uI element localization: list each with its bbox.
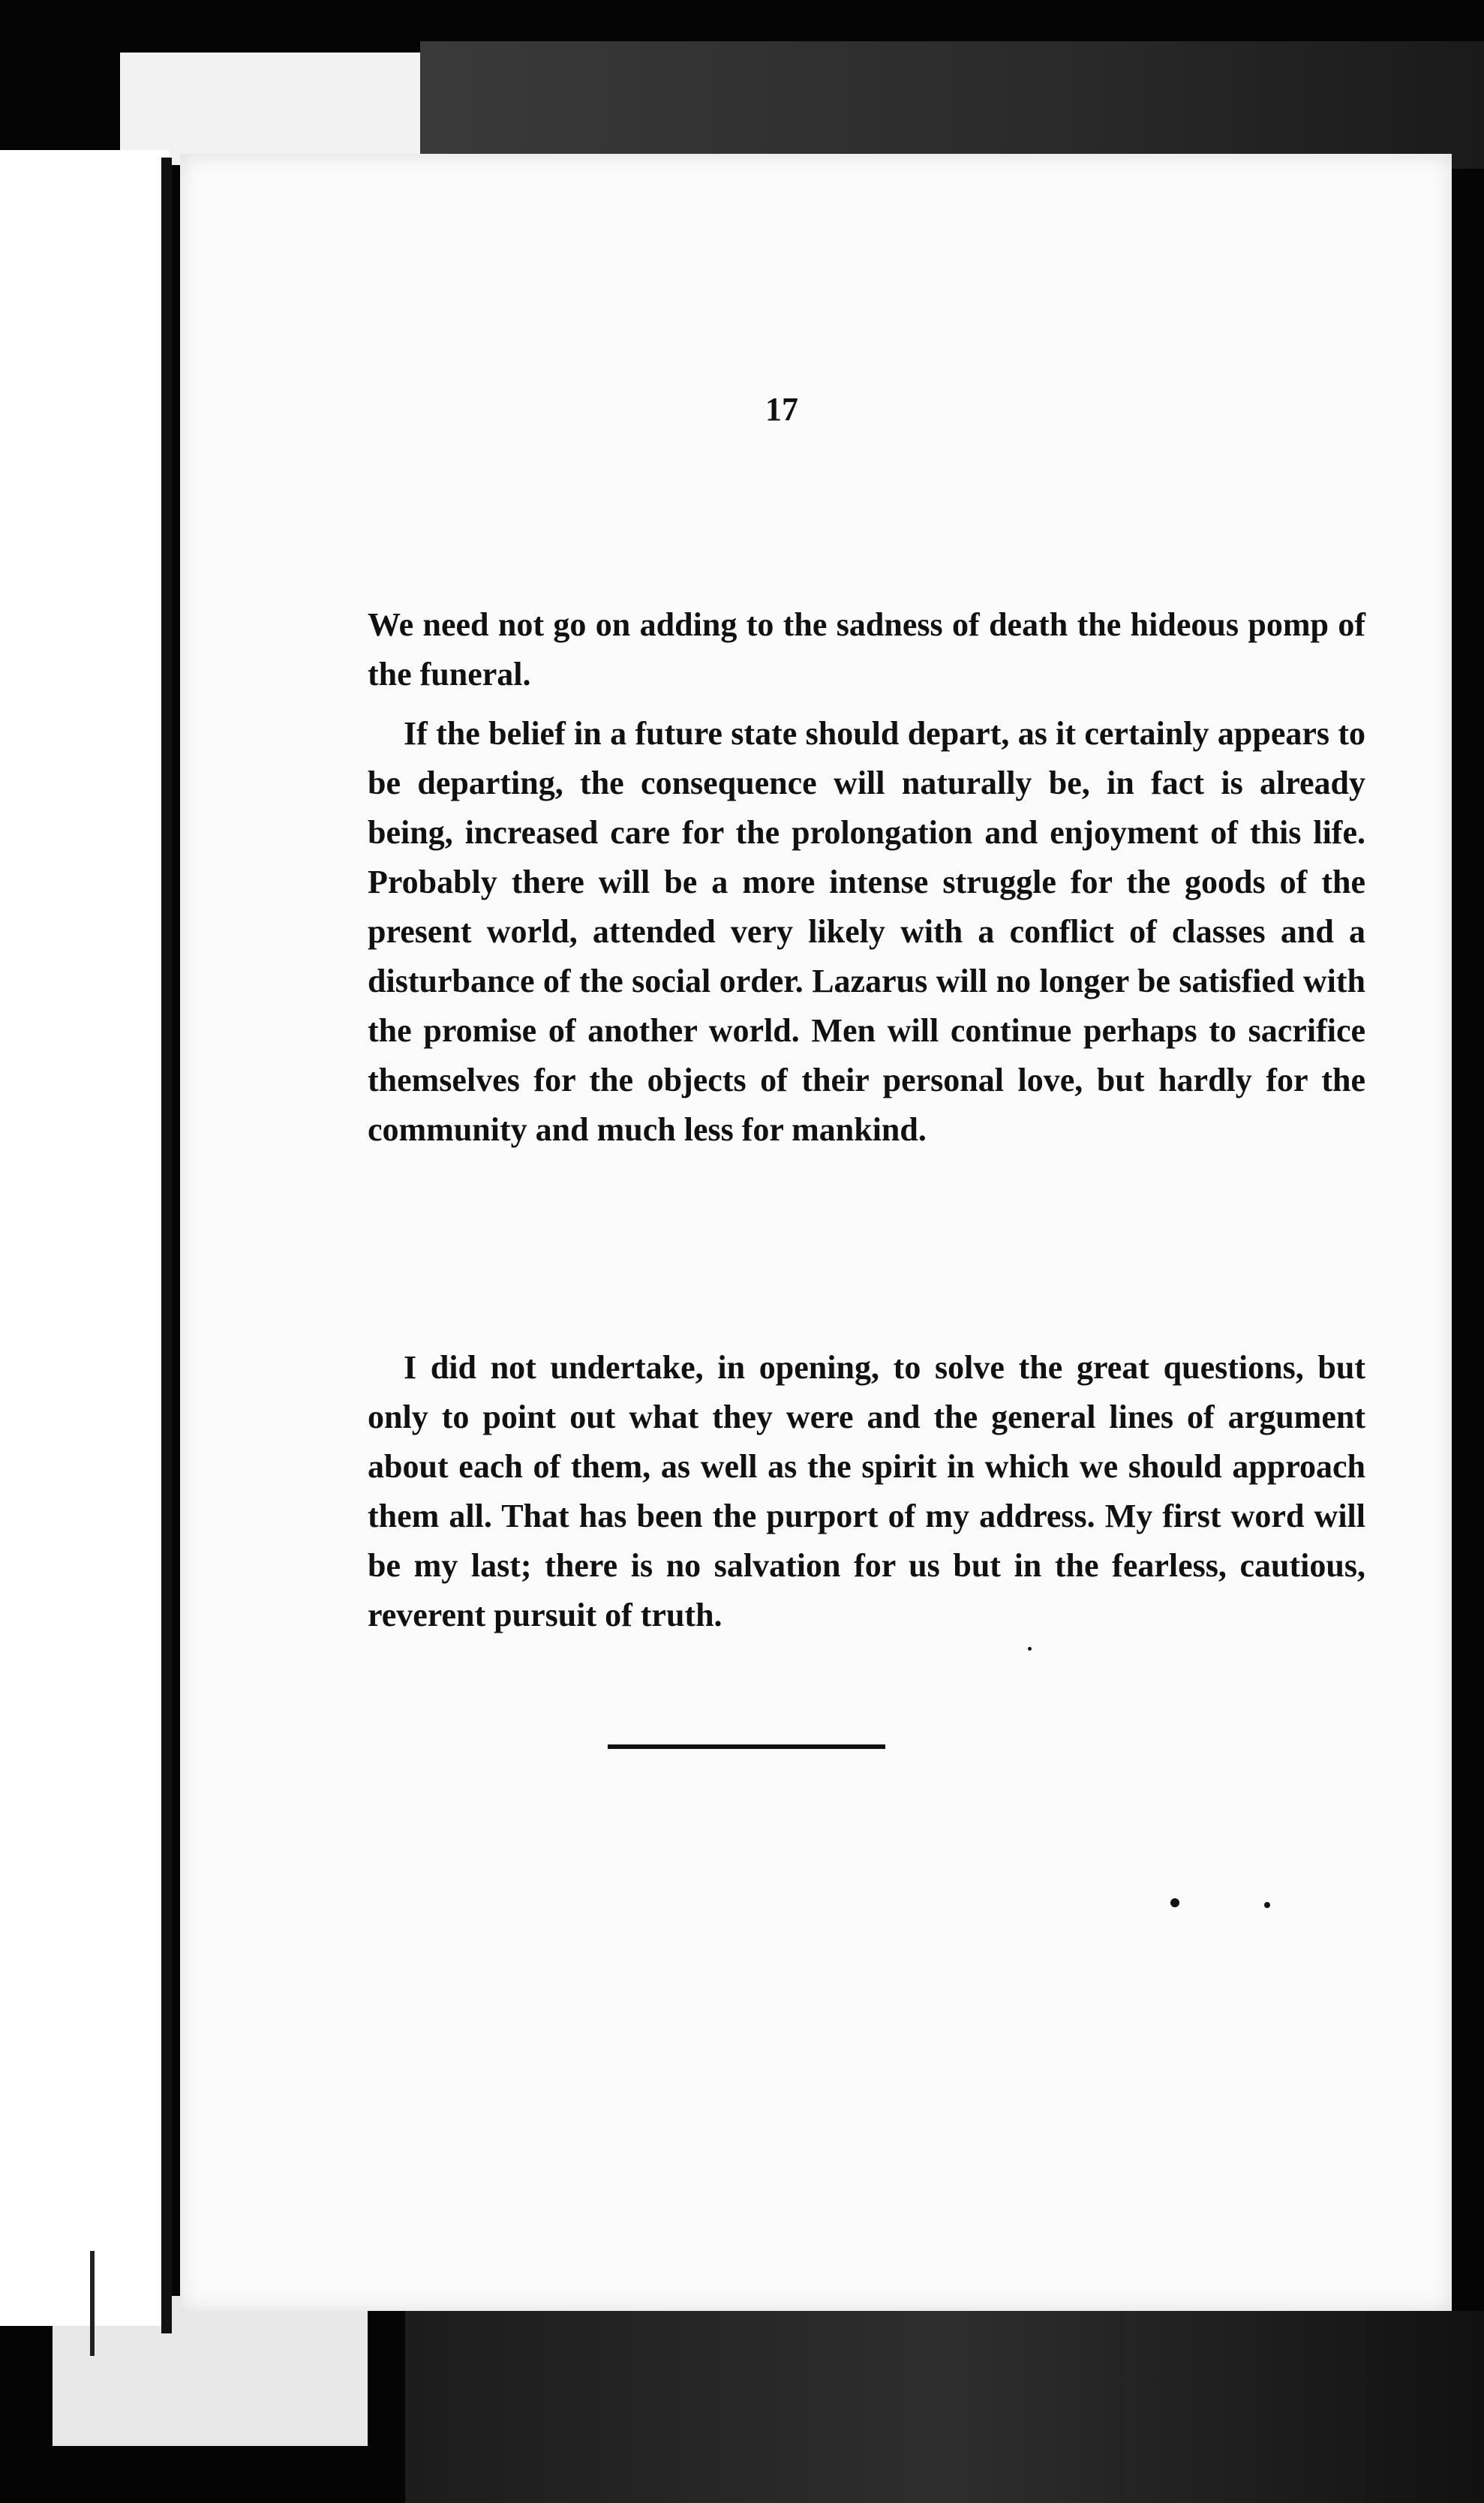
page-spine-edge <box>161 158 172 2333</box>
paragraph-2: If the belief in a future state should depart, as it certainly appears to be departing, the consequence will naturally be, in fact is already being, increased care for the prolongation and enjoyment of this life. Probably there will be a more intense struggle for the goods of the present world, attended very likely with a conflict of classes and a disturbance of the social order. Lazarus will no longer be satisfied with the promise of another world. Men will continue perhaps to sacrifice themselves for the objects of their personal love, but hardly for the community and much less for mankind. <box>368 715 1365 1148</box>
scanner-backdrop-top <box>420 41 1484 169</box>
ink-speck <box>1170 1898 1179 1907</box>
scanner-backdrop-bottom <box>405 2311 1484 2503</box>
paper-tab-top <box>120 53 420 165</box>
section-end-rule <box>608 1744 885 1749</box>
page-number: 17 <box>765 391 798 428</box>
ink-speck <box>1264 1902 1270 1908</box>
paragraph-1: We need not go on adding to the sadness of death the hideous pomp of the funeral. <box>368 606 1365 693</box>
book-page <box>180 154 1452 2311</box>
paragraph-3: I did not undertake, in opening, to solve the great questions, but only to point out what they were and the general lines of argument about each of them, as well as the spirit in which we should approach them all. That has been the purport of my address. My first word will be my last; there is no salvation for us but in the fearless, cautious, reverent pursuit of truth. <box>368 1349 1365 1633</box>
facing-page-margin <box>0 150 169 2326</box>
binding-edge <box>90 2251 95 2356</box>
ink-speck <box>1028 1647 1032 1651</box>
